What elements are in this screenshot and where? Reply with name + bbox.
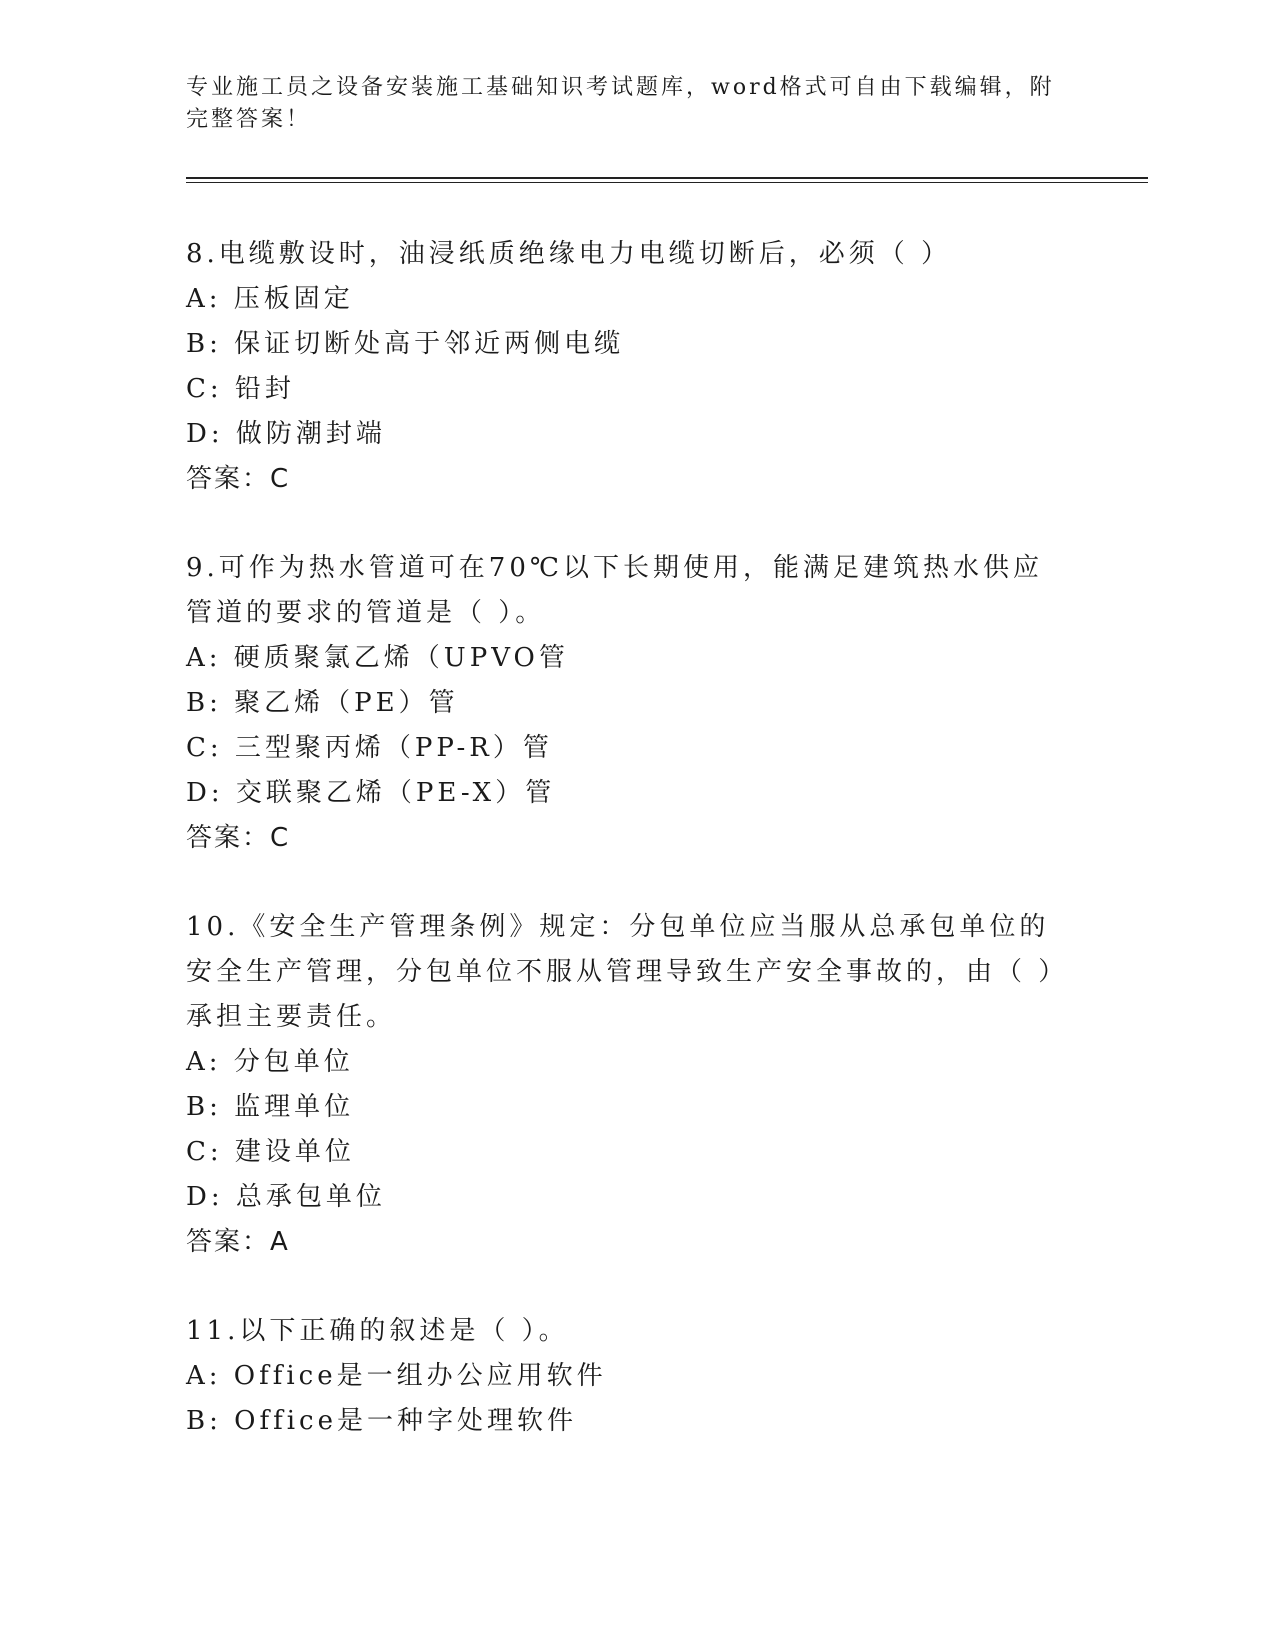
option-a: A: 分包单位 (186, 1047, 354, 1077)
question-8 (186, 232, 1066, 502)
answer: 答案：C (186, 823, 291, 853)
question-list (186, 232, 1066, 1488)
question-stem: 9.可作为热水管道可在70℃以下长期使用，能满足建筑热水供应管道的要求的管道是（ ）。 (186, 553, 1043, 628)
header-divider-thick (186, 177, 1148, 179)
option-c: C: 建设单位 (186, 1137, 355, 1167)
option-d: D: 总承包单位 (186, 1182, 386, 1212)
option-b: B: 监理单位 (186, 1092, 355, 1122)
document-header: 专业施工员之设备安装施工基础知识考试题库，word格式可自由下载编辑，附完整答案！ (186, 75, 1055, 132)
answer: 答案：C (186, 464, 291, 494)
question-stem: 8.电缆敷设时，油浸纸质绝缘电力电缆切断后，必须（ ） (186, 239, 952, 269)
option-a: A: 压板固定 (186, 284, 354, 314)
option-d: D: 做防潮封端 (186, 419, 386, 449)
option-c: C: 铅封 (186, 374, 295, 404)
option-b: B: 保证切断处高于邻近两侧电缆 (186, 329, 625, 359)
answer: 答案：A (186, 1227, 290, 1257)
header-divider-thin (186, 182, 1148, 183)
option-a: A: 硬质聚氯乙烯（UPVO管 (186, 643, 569, 673)
option-d: D: 交联聚乙烯（PE-X）管 (186, 778, 556, 808)
question-10 (186, 905, 1066, 1265)
option-a: A: Office是一组办公应用软件 (186, 1361, 607, 1391)
question-11 (186, 1309, 1066, 1444)
option-b: B: Office是一种字处理软件 (186, 1406, 577, 1436)
question-stem: 10.《安全生产管理条例》规定：分包单位应当服从总承包单位的安全生产管理，分包单位不服从管理导致生产安全事故的，由（ ）承担主要责任。 (186, 912, 1056, 1032)
question-stem: 11.以下正确的叙述是（ ）。 (186, 1316, 569, 1346)
option-c: C: 三型聚丙烯（PP-R）管 (186, 733, 553, 763)
option-b: B: 聚乙烯（PE）管 (186, 688, 459, 718)
question-9 (186, 546, 1066, 861)
